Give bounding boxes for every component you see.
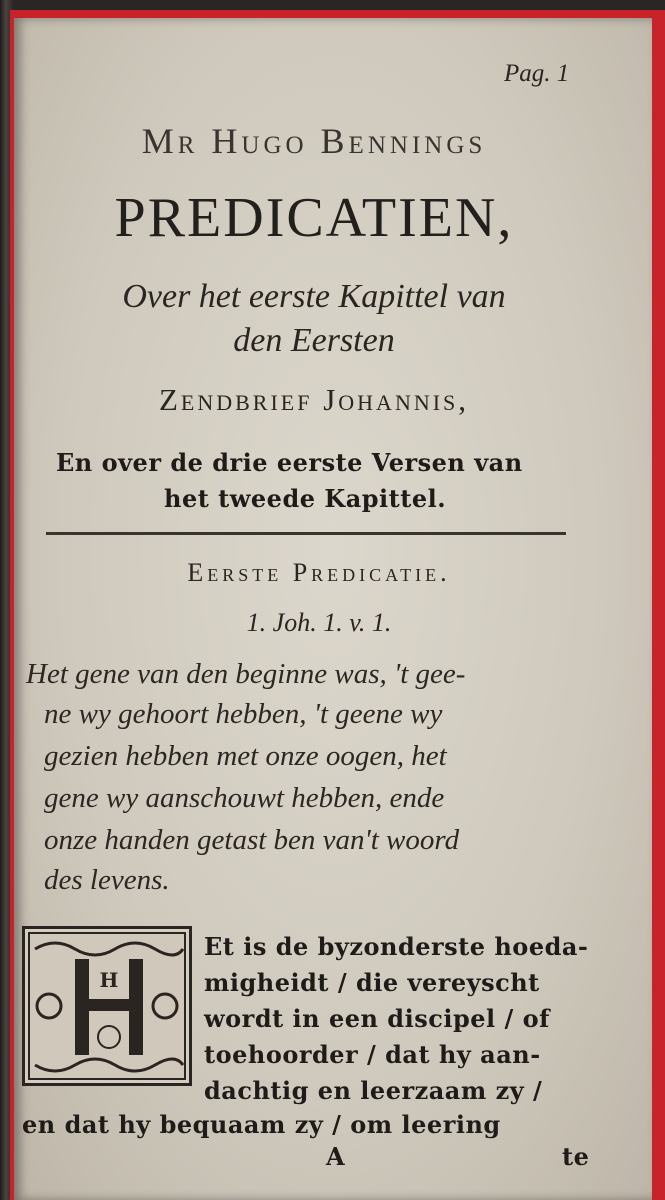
title-note-line-2: het tweede Kapittel. [164,484,447,513]
page-title: PREDICATIEN, [114,187,514,249]
body-line: en dat hy bequaam zy / om leering [22,1110,501,1139]
sermon-heading: Eerste Predicatie. [187,558,451,587]
body-line: migheidt / die vereyscht [204,968,540,997]
catchword: te [562,1142,590,1171]
scripture-reference: 1. Joh. 1. v. 1. [246,608,392,637]
body-line: dachtig en leerzaam zy / [204,1076,543,1105]
book-page [14,18,652,1200]
dropcap-letter: H [99,968,119,992]
signature-mark: A [326,1142,346,1171]
title-note-line-1: En over de drie eerste Versen van [56,448,523,477]
subtitle-line-2: den Eersten [233,322,395,359]
verse-line: Het gene van den beginne was, 't gee- [26,658,466,690]
subtitle-line-1: Over het eerste Kapittel van [122,278,506,315]
verse-line: onze handen getast ben van't woord [44,824,460,856]
author-line: Mr Hugo Bennings [141,121,487,161]
verse-line: gezien hebben met onze oogen, het [44,740,447,772]
verse-line: des levens. [44,864,170,896]
page-number: Pag. 1 [504,60,570,87]
decorated-initial [22,926,192,1086]
ornament-icon [25,929,189,1083]
horizontal-rule [46,532,566,535]
body-line: toehoorder / dat hy aan- [204,1040,541,1069]
verse-line: gene wy aanschouwt hebben, ende [44,782,445,814]
body-line: wordt in een discipel / of [204,1004,550,1033]
verse-line: ne wy gehoort hebben, 't geene wy [44,698,443,730]
epistle-line: Zendbrief Johannis, [158,382,470,417]
body-line: Et is de byzonderste hoeda- [204,932,589,961]
